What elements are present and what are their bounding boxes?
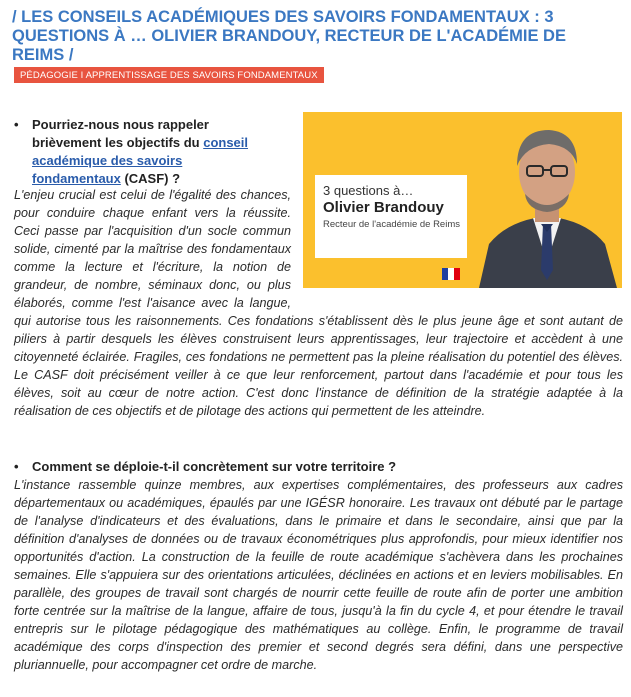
question-2 xyxy=(14,458,614,476)
promo-role: Recteur de l'académie de Reims xyxy=(323,219,460,230)
bullet-2: • xyxy=(14,459,19,474)
question-1 xyxy=(14,116,264,188)
promo-name: Olivier Brandouy xyxy=(323,199,444,216)
answer-1-paragraph xyxy=(14,186,623,420)
promo-heading: 3 questions à… xyxy=(323,183,414,198)
category-tag[interactable]: PÉDAGOGIE I APPRENTISSAGE DES SAVOIRS FONDAMENTAUX xyxy=(14,67,324,83)
casf-link[interactable]: conseil académique des savoirs fondamentaux xyxy=(32,135,249,186)
answer-2-text: L'instance rassemble quinze membres, aux expertises complémentaires, des professeurs aux cadres départementaux ou académiques, épaulés par une IGÉSR honoraire. Les travaux ont débuté par le partage de l'analyse d'indicateurs et des évaluations, dans le primaire et dans le secondaire, ainsi que par la définition d'analyses de données ou de travaux économétriques plus approfondis, pour mieux identifier nos opportunités d'action. La construction de la feuille de route académique s'achèvera dans les prochaines semaines. Elle s'appuiera sur des orientations articulées, déclinées en actions et en leviers mobilisables. En parallèle, des groupes de travail sont chargés de nourrir cette feuille de route afin de porter une ambition forte centrée sur la maîtrise de la langue, affaire de tous, jusqu'à la fin du cycle 4, et pour étendre le travail entrepris sur le pilotage pédagogique des mathématiques au collège. Enfin, le programme de travail académique des corps d'inspection des premier et second degrés sera défini, dans une perspective pluriannuelle, pour accompagner cet ordre de marche. xyxy=(14,478,623,672)
question-1-suffix: (CASF) ? xyxy=(120,171,181,186)
article-title: / LES CONSEILS ACADÉMIQUES DES SAVOIRS FONDAMENTAUX : 3 QUESTIONS À … OLIVIER BRANDOUY, RECTEUR DE L'ACADÉMIE DE REIMS / xyxy=(12,8,566,64)
bullet-1: • xyxy=(14,117,19,132)
question-2-text: Comment se déploie-t-il concrètement sur votre territoire ? xyxy=(32,459,397,474)
answer-2-paragraph xyxy=(14,476,623,674)
image-spacer xyxy=(291,186,623,295)
question-1-text: Pourriez-nous nous rappeler brièvement les objectifs du xyxy=(32,117,209,150)
answer-1-text: L'enjeu crucial est celui de l'égalité des chances, pour conduire chaque enfant vers la réussite. Ceci passe par l'acquisition d'un socle commun solide, cimenté par la maîtrise des fondamentaux comme la lecture et l'écriture, la notion de grandeur, de nombre, séminaux donc, ou plus élaborés, comme l'est l'aisance avec la langue, qui autorise tous les raisonnements. Ces fondations s'établissent dès le plus jeune âge et sont autant de piliers à partir desquels les élèves construisent leurs apprentissages, leur trajectoire et accèdent à une citoyenneté éclairée. Fragiles, ces fondations ne permettent pas la pleine réalisation du potentiel des élèves. Le CASF doit précisément veiller à ce que leur renforcement, partout dans l'académie et pour tous les élèves, soit au cœur de notre action. C'est donc l'instance de définition de la stratégie adaptée à la réalisation de ces objectifs et de pilotage des actions qui permettent de les atteindre. xyxy=(14,188,623,418)
